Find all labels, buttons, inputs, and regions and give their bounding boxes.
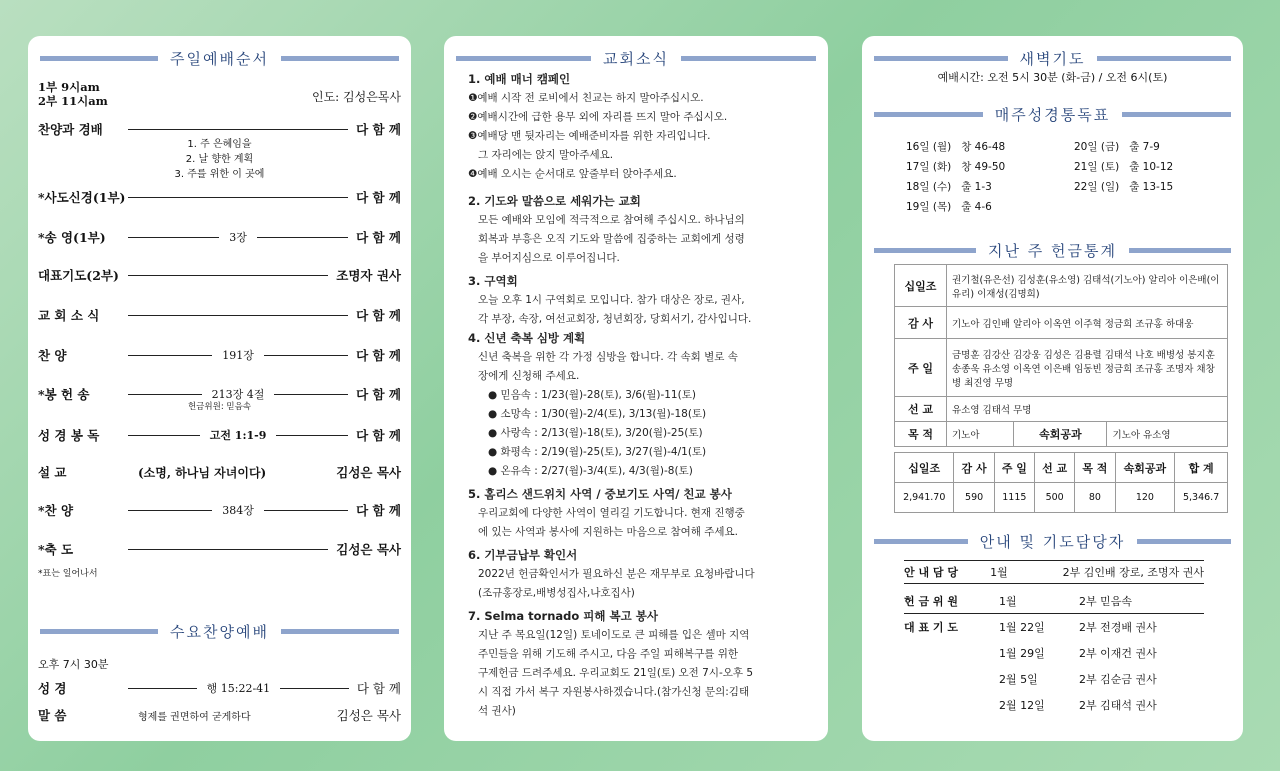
guide-row: 대 표 기 도 1월 22일 2부 전경배 권사: [904, 621, 1157, 634]
panel-title: [862, 531, 1243, 552]
offering-table: 십일조 권기철(유은선) 김성훈(유소영) 김태석(기노아) 알리아 이은배(이유리) 이재성(김명희) 감 사 기노아 김인배 알리아 이옥연 이주혁 정금희 조규홍 하대웅 주 일 금명훈 김강산 김강웅 김성은 김용렬 김태석 나호 배병성 봉지훈 송종욱 유소영 이옥연 이은배 임동빈 정금희 조규홍 조명자 채창병 최진영 무명 선 교 유소영 김태석 무명 목 적 기노아 속회공과 기노아 유소영: [894, 264, 1228, 447]
news-title: 교회소식: [603, 50, 669, 68]
visit-item: ● 사랑속 : 2/13(월)-18(토), 3/20(월)-25(토): [488, 427, 703, 439]
worship-order-panel: [28, 36, 411, 741]
visit-schedule: [468, 386, 818, 481]
dawn-time: 예배시간: 오전 5시 30분 (화-금) / 오전 6시(토): [937, 71, 1168, 84]
stats-title: 지난 주 헌금통계: [988, 242, 1117, 260]
visit-item: ● 화평속 : 2/19(월)-25(토), 3/27(월)-4/1(토): [488, 446, 707, 458]
news-heading: 4. 신년 축복 심방 계획: [468, 331, 586, 345]
wed-time: 오후 7시 30분: [38, 658, 109, 671]
panel-title: [28, 48, 411, 69]
news-heading: 1. 예배 매너 캠페인: [468, 72, 571, 86]
order-item: *찬 양 384장 다 함 께: [38, 503, 401, 518]
news-heading: 3. 구역회: [468, 274, 518, 288]
bible-day: 20일 (금) 출 7-9: [1074, 141, 1160, 153]
standing-note: *표는 일어나서: [38, 569, 98, 579]
panel-title: [444, 48, 828, 69]
order-item: 찬 양 191장 다 함 께: [38, 348, 401, 363]
guide-row: 안 내 담 당 1월 2부 김인배 장로, 조명자 권사: [904, 560, 1204, 584]
panel-title: [28, 621, 411, 642]
info-panel: [862, 36, 1243, 741]
news-body: 1. 예배 매너 캠페인 ❶예배 시작 전 로비에서 친교는 하지 말아주십시오. ❷예배시간에 급한 용무 외에 자리를 뜨지 말아 주십시오. ❸예배당 맨 뒷자리는 예배준비자를 위한 자리입니다. 그 자리에는 앉지 말아주세요. ❹예배 오시는 순서대로 앞줄부터 앉아주세요. 2. 기도와 말씀으로 세워가는 교회 모든 예배와 모임에 적극적으로 참여해 주십시오. 하나님의 회복과 부흥은 오직 기도와 말씀에 집중하는 교회에게 성령 을 부어지심으로 이루어집니다. 3. 구역회 오늘 오후 1시 구역회로 모입니다. 참가 대상은 장로, 권사, 각 부장, 속장, 여선교회장, 청년회장, 당회서기, 감사입니다. 4. 신년 축복 심방 계획 신년 축복을 위한 각 가정 심방을 합니다. 각 속회 별로 속 장에게 신청해 주세요. ● 믿음속 : 1/23(월)-28(토), 3/6(월)-11(토) ● 소망속 : 1/30(월)-2/4(토), 3/13(월)-18(토) ● 사랑속 : 2/13(월)-18(토), 3/20(월)-25(토) ● 화평속 : 2/19(월)-25(토), 3/27(월)-4/1(토) ● 온유속 : 2/27(월)-3/4(토), 4/3(월)-8(토) 5. 홈리스 샌드위치 사역 / 중보기도 사역/ 친교 봉사 우리교회에 다양한 사역이 열리길 기도합니다. 현재 진행중 에 있는 사역과 봉사에 지원하는 마음으로 참여해 주세요. 6. 기부금납부 확인서 2022년 헌금확인서가 필요하신 분은 재무부로 요청바랍니다 (조규홍장로,배병성집사,나호집사) 7. Selma tornado 피해 복고 봉사 지난 주 목요일(12일) 토네이도로 큰 피해를 입은 셀마 지역 주민들을 위해 기도해 주시고, 다음 주일 피해복구를 위한 구제헌금 드려주세요. 우리교회도 21일(토) 오전 7시-오후 5 시 직접 가서 복구 자원봉사하겠습니다.(참가신청 문의:김태 석 권사): [468, 70, 818, 721]
guide-row: 2월 12일 2부 김태석 권사: [999, 699, 1157, 712]
news-heading: 5. 홈리스 샌드위치 사역 / 중보기도 사역/ 친교 봉사: [468, 487, 732, 501]
order-item: 설 교 (소명, 하나님 자녀이다) 김성은 목사: [38, 465, 401, 480]
bible-day: 21일 (토) 출 10-12: [1074, 161, 1174, 173]
guide-row: 헌 금 위 원 1월 2부 믿음속: [904, 588, 1204, 614]
leader: 인도: 김성은목사: [311, 90, 401, 104]
bible-day: 22일 (일) 출 13-15: [1074, 181, 1174, 193]
news-heading: 6. 기부금납부 확인서: [468, 548, 578, 562]
visit-item: ● 소망속 : 1/30(월)-2/4(토), 3/13(월)-18(토): [488, 408, 707, 420]
order-item: 교 회 소 식 다 함 께: [38, 308, 401, 323]
offering-sum-table: 십일조 감 사 주 일 선 교 목 적 속회공과 합 계 2,941.70 590 1115 500 80 120 5,346.7: [894, 452, 1228, 513]
wed-item: 말 씀 형제를 권면하여 굳게하다 김성은 목사: [38, 708, 401, 723]
service-time-2: 2부 11시am: [38, 94, 108, 108]
wednesday-title: 수요찬양예배: [170, 623, 269, 641]
news-heading: 2. 기도와 말씀으로 세워가는 교회: [468, 194, 641, 208]
bible-right-col: [1074, 137, 1173, 197]
order-item: 찬양과 경배 다 함 께: [38, 122, 401, 137]
panel-title: [862, 104, 1243, 125]
bible-day: 19일 (목) 출 4-6: [906, 201, 992, 213]
guide-title: 안내 및 기도담당자: [979, 533, 1126, 551]
praise-songs: 1. 주 은혜임을 2. 날 향한 계획 3. 주를 위한 이 곳에: [174, 139, 265, 180]
bible-day: 18일 (수) 출 1-3: [906, 181, 992, 193]
service-times: [38, 80, 108, 108]
order-item: *송 영(1부) 3장 다 함 께: [38, 230, 401, 245]
bible-day: 17일 (화) 창 49-50: [906, 161, 1006, 173]
offering-sub: 헌금위원: 믿음속: [187, 402, 252, 412]
bible-title: 매주성경통독표: [994, 106, 1111, 124]
worship-title: 주일예배순서: [170, 50, 269, 68]
service-time-1: 1부 9시am: [38, 80, 100, 94]
bible-left-col: [906, 137, 1005, 217]
news-heading: 7. Selma tornado 피해 복고 봉사: [468, 609, 658, 623]
order-item: 성 경 봉 독 고전 1:1-9 다 함 께: [38, 428, 402, 443]
guide-row: 1월 29일 2부 이재건 권사: [999, 647, 1157, 660]
visit-item: ● 온유속 : 2/27(월)-3/4(토), 4/3(월)-8(토): [488, 465, 693, 477]
order-item: *축 도 김성은 목사: [38, 542, 401, 557]
dawn-title: 새벽기도: [1019, 50, 1086, 68]
bible-day: 16일 (월) 창 46-48: [906, 141, 1006, 153]
panel-title: [862, 48, 1243, 69]
guide-list: [904, 560, 1204, 718]
church-news-panel: [444, 36, 828, 741]
order-item: 대표기도(2부) 조명자 권사: [38, 268, 401, 283]
order-item: *사도신경(1부) 다 함 께: [38, 190, 401, 205]
guide-row: 2월 5일 2부 김순금 권사: [999, 673, 1157, 686]
wed-item: 성 경 행 15:22-41 다 함 께: [38, 681, 402, 696]
panel-title: [862, 240, 1243, 261]
order-item: *봉 헌 송 213장 4절 다 함 께: [38, 387, 401, 402]
visit-item: ● 믿음속 : 1/23(월)-28(토), 3/6(월)-11(토): [488, 389, 696, 401]
